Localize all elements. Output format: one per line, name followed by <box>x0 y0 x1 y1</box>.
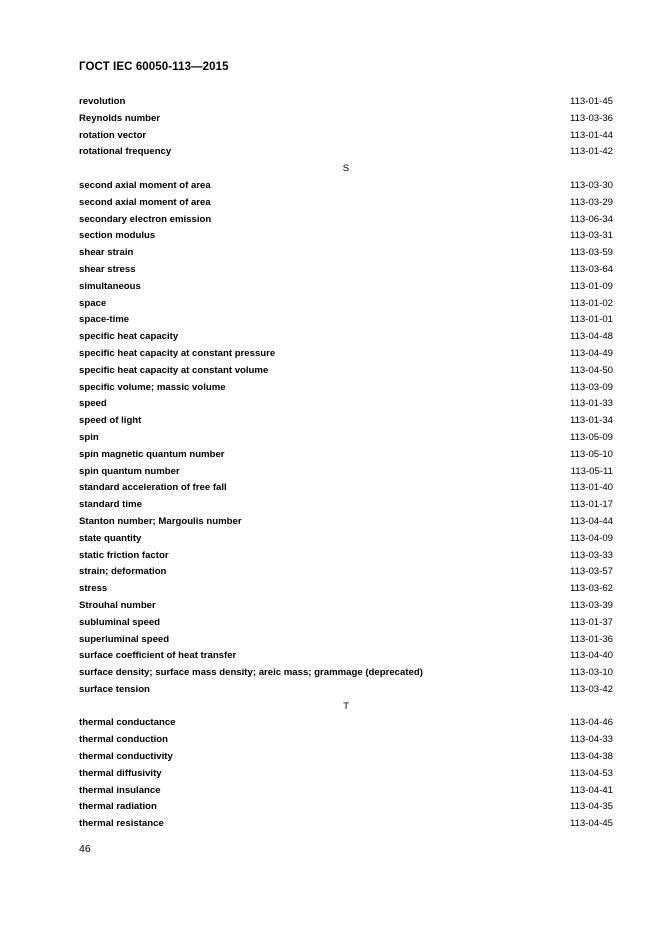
index-entry <box>79 766 613 783</box>
index-entry <box>79 598 613 615</box>
index-entry <box>79 212 613 229</box>
index-entry <box>79 581 613 598</box>
index-entry <box>79 665 613 682</box>
index-entry <box>79 245 613 262</box>
entry-term: space <box>79 297 107 309</box>
index-entry <box>79 380 613 397</box>
index-list <box>79 94 613 833</box>
entry-term: standard acceleration of free fall <box>79 482 227 494</box>
entry-term: specific heat capacity at constant volume <box>79 364 269 376</box>
entry-term: state quantity <box>79 532 142 544</box>
index-entry <box>79 430 613 447</box>
index-entry <box>79 816 613 833</box>
entry-code: 113-01-40 <box>569 482 613 494</box>
entry-code: 113-01-42 <box>569 146 613 158</box>
index-entry <box>79 144 613 161</box>
index-entry <box>79 279 613 296</box>
entry-term: spin quantum number <box>79 465 180 477</box>
index-entry <box>79 682 613 699</box>
index-group-t <box>79 715 613 833</box>
entry-term: Reynolds number <box>79 112 161 124</box>
entry-code: 113-01-17 <box>569 499 613 511</box>
entry-code: 113-03-39 <box>569 599 613 611</box>
entry-term: thermal conductance <box>79 717 176 729</box>
index-entry <box>79 732 613 749</box>
entry-term: second axial moment of area <box>79 196 211 208</box>
entry-code: 113-03-64 <box>569 263 613 275</box>
index-group-r <box>79 94 613 161</box>
entry-code: 113-04-41 <box>569 784 613 796</box>
entry-code: 113-03-31 <box>569 230 613 242</box>
index-entry <box>79 749 613 766</box>
entry-code: 113-04-45 <box>569 818 613 830</box>
section-letter-s: S <box>342 163 350 175</box>
entry-code: 113-04-53 <box>569 767 613 779</box>
entry-term: static friction factor <box>79 549 169 561</box>
entry-code: 113-04-48 <box>569 331 613 343</box>
entry-code: 113-04-46 <box>569 717 613 729</box>
entry-code: 113-01-44 <box>569 129 613 141</box>
index-entry <box>79 312 613 329</box>
entry-code: 113-05-10 <box>569 448 613 460</box>
section-letter-t: T <box>343 700 349 712</box>
index-entry <box>79 480 613 497</box>
entry-term: surface tension <box>79 683 150 695</box>
entry-code: 113-01-09 <box>569 280 613 292</box>
index-entry <box>79 648 613 665</box>
index-entry <box>79 413 613 430</box>
index-entry <box>79 94 613 111</box>
entry-term: speed <box>79 398 107 410</box>
entry-code: 113-01-37 <box>569 616 613 628</box>
entry-term: thermal diffusivity <box>79 767 162 779</box>
entry-code: 113-03-30 <box>569 179 613 191</box>
index-entry <box>79 447 613 464</box>
entry-term: rotation vector <box>79 129 147 141</box>
index-entry <box>79 363 613 380</box>
entry-code: 113-04-50 <box>569 364 613 376</box>
entry-code: 113-03-62 <box>569 583 613 595</box>
entry-code: 113-03-57 <box>569 566 613 578</box>
document-header: ГОСТ IEC 60050-113—2015 <box>79 61 229 73</box>
entry-term: stress <box>79 583 108 595</box>
entry-code: 113-04-09 <box>569 532 613 544</box>
entry-code: 113-03-33 <box>569 549 613 561</box>
entry-term: spin magnetic quantum number <box>79 448 225 460</box>
entry-term: thermal resistance <box>79 818 164 830</box>
index-entry <box>79 514 613 531</box>
entry-code: 113-03-29 <box>569 196 613 208</box>
entry-term: thermal conductivity <box>79 751 173 763</box>
entry-term: space-time <box>79 314 130 326</box>
index-entry <box>79 615 613 632</box>
page-number: 46 <box>79 843 91 855</box>
index-entry <box>79 329 613 346</box>
entry-code: 113-04-49 <box>569 347 613 359</box>
entry-code: 113-03-59 <box>569 247 613 259</box>
index-entry <box>79 799 613 816</box>
entry-term: superluminal speed <box>79 633 170 645</box>
entry-term: surface coefficient of heat transfer <box>79 650 237 662</box>
entry-term: specific heat capacity at constant pressure <box>79 347 276 359</box>
entry-term: thermal insulance <box>79 784 161 796</box>
entry-code: 113-03-42 <box>569 683 613 695</box>
entry-code: 113-01-45 <box>569 96 613 107</box>
entry-term: specific heat capacity <box>79 331 179 343</box>
index-entry <box>79 262 613 279</box>
entry-term: specific volume; massic volume <box>79 381 226 393</box>
entry-code: 113-03-36 <box>569 112 613 124</box>
index-entry <box>79 228 613 245</box>
entry-code: 113-04-44 <box>569 515 613 527</box>
index-entry <box>79 531 613 548</box>
entry-code: 113-04-33 <box>569 734 613 746</box>
index-entry <box>79 548 613 565</box>
entry-code: 113-04-35 <box>569 801 613 813</box>
entry-term: second axial moment of area <box>79 179 211 191</box>
entry-term: rotational frequency <box>79 146 172 158</box>
index-entry <box>79 632 613 649</box>
entry-term: shear stress <box>79 263 136 275</box>
entry-code: 113-01-01 <box>569 314 613 326</box>
index-entry <box>79 564 613 581</box>
entry-term: strain; deformation <box>79 566 167 578</box>
entry-code: 113-05-09 <box>569 431 613 443</box>
entry-term: secondary electron emission <box>79 213 212 225</box>
index-entry <box>79 346 613 363</box>
index-entry <box>79 715 613 732</box>
index-entry <box>79 178 613 195</box>
index-entry <box>79 128 613 145</box>
entry-term: thermal conduction <box>79 734 169 746</box>
entry-term: subluminal speed <box>79 616 161 628</box>
entry-code: 113-01-34 <box>569 415 613 427</box>
index-entry <box>79 111 613 128</box>
entry-code: 113-03-09 <box>569 381 613 393</box>
entry-term: Stanton number; Margoulis number <box>79 515 242 527</box>
entry-term: spin <box>79 431 99 443</box>
entry-term: revolution <box>79 96 126 107</box>
entry-code: 113-06-34 <box>569 213 613 225</box>
entry-term: speed of light <box>79 415 142 427</box>
index-entry <box>79 396 613 413</box>
index-entry <box>79 195 613 212</box>
entry-code: 113-03-10 <box>569 667 613 679</box>
entry-term: shear strain <box>79 247 134 259</box>
entry-term: simultaneous <box>79 280 141 292</box>
index-entry <box>79 497 613 514</box>
index-group-s <box>79 178 613 699</box>
index-entry <box>79 783 613 800</box>
entry-code: 113-01-33 <box>569 398 613 410</box>
entry-code: 113-01-36 <box>569 633 613 645</box>
index-entry <box>79 464 613 481</box>
entry-term: section modulus <box>79 230 156 242</box>
entry-term: standard time <box>79 499 142 511</box>
index-entry <box>79 296 613 313</box>
entry-term: Strouhal number <box>79 599 156 611</box>
entry-code: 113-01-02 <box>569 297 613 309</box>
entry-term: surface density; surface mass density; areic mass; grammage (deprecated) <box>79 667 423 679</box>
entry-term: thermal radiation <box>79 801 157 813</box>
entry-code: 113-04-40 <box>569 650 613 662</box>
entry-code: 113-04-38 <box>569 751 613 763</box>
entry-code: 113-05-11 <box>570 465 613 477</box>
